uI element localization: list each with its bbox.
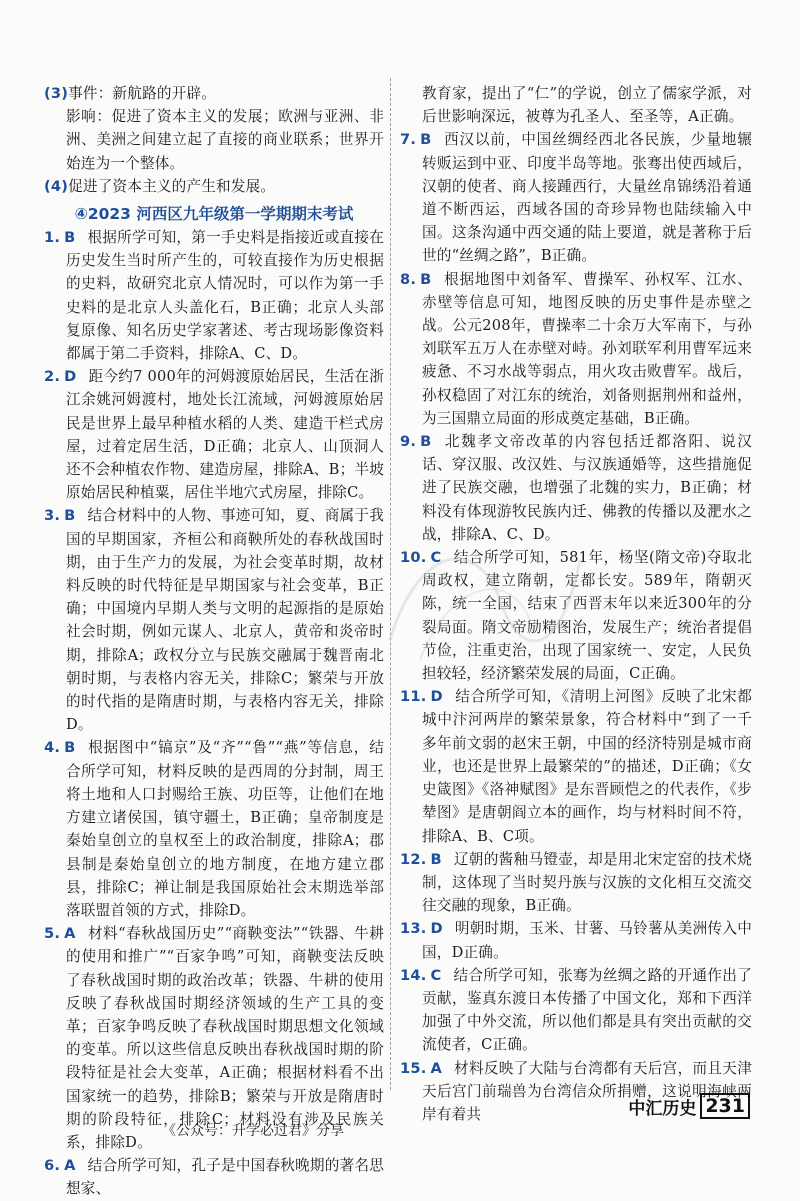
intro-influence: 影响：促进了资本主义的发展；欧洲与亚洲、非洲、美洲之间建立起了直接的商业联系；世界开始连为一个整体。 (66, 108, 384, 172)
intro-line-3: (3)事件：新航路的开辟。 (44, 85, 217, 102)
answer-item-6: 6. A 结合所学可知，孔子是中国春秋晚期的著名思想家、 (44, 1157, 384, 1198)
answer-item-9: 9. B 北魏孝文帝改革的内容包括迁都洛阳、说汉话、穿汉服、改汉姓、与汉族通婚等，这些措施促进了民族交融，也增强了北魏的实力，B正确；材料没有体现游牧民族内迁、佛教的传播以及淝水之战，排除A、C、D。 (400, 433, 752, 543)
answer-item-1: 1. B 根据所学可知，第一手史料是指接近或直接在历史发生当时所产生的，可较直接作为历史根据的史料，故研究北京人情况时，可以作为第一手史料的是北京人头盖化石，B正确；北京人头部复原像、知名历史学家著述、考古现场影像资料都属于第二手资料，排除A、C、D。 (44, 229, 384, 363)
answer-item-3: 3. B 结合材料中的人物、事迹可知，夏、商属于我国的早期国家，齐桓公和商鞅所处的春秋战国时期，由于生产力的发展，为社会变革时期，故材料反映的时代特征是早期国家与社会变革，B正确；中国境内早期人类与文明的起源指的是原始社会时期，例如元谋人、北京人，黄帝和炎帝时期，排除A；政权分立与民族交融属于魏晋南北朝时期，与表格内容无关，排除C；繁荣与开放的时代指的是隋唐时期，与表格内容无关，排除D。 (44, 507, 384, 734)
answer-item-15: 15. A 材料反映了大陆与台湾都有天后宫，而且天津天后宫门前瑞兽为台湾信众所捐赠，这说明海峡两岸有着共 (400, 1059, 752, 1123)
column-divider (390, 78, 391, 1090)
answer-item-13: 13. D 明朝时期，玉米、甘薯、马铃薯从美洲传入中国，D正确。 (400, 920, 752, 961)
answer-item-5: 5. A 材料“春秋战国历史”“商鞅变法”“铁器、牛耕的使用和推广”“百家争鸣”可知，商鞅变法反映了春秋战国时期的政治改革；铁器、牛耕的使用反映了春秋战国时期经济领域的生产工具的变革；百家争鸣反映了春秋战国时期思想文化领域的变革。所以这些信息反映出春秋战国时期的阶段特征是社会大变革，A正确；根据材料看不出国家统一的趋势，排除B；繁荣与开放是隋唐时期的阶段特征，排除C；材料没有涉及民族关系，排除D。 (44, 925, 384, 1151)
answer-item-8: 8. B 根据地图中刘备军、曹操军、孙权军、江水、赤壁等信息可知，地图反映的历史事件是赤壁之战。公元208年，曹操率二十余万大军南下，与孙刘联军五万人在赤壁对峙。孙刘联军利用曹军远来疲惫、不习水战等弱点，用火攻击败曹军。战后，孙权稳固了对江东的统治，刘备则据荆州和益州，为三国鼎立局面的形成奠定基础，B正确。 (400, 270, 752, 427)
answer-item-2: 2. D 距今约7 000年的河姆渡原始居民，生活在浙江余姚河姆渡村，地处长江流域，河姆渡原始居民是世界上最早种植水稻的人类、建造干栏式房屋，过着定居生活，D正确；北京人、山顶洞人还不会种植农作物、建造房屋，排除A、B；半坡原始居民种植粟，居住半地穴式房屋，排除C。 (44, 368, 384, 502)
answer-item-14: 14. C 结合所学可知，张骞为丝绸之路的开通作出了贡献，鉴真东渡日本传播了中国文化，郑和下西洋加强了中外交流，所以他们都是具有突出贡献的交流使者，C正确。 (400, 966, 752, 1054)
page-footer (628, 1093, 750, 1119)
answer-item-11: 11. D 结合所学可知，《清明上河图》反映了北宋都城中汴河两岸的繁荣景象，符合材料中“到了一千多年前文弱的赵宋王朝，中国的经济特别是城市商业，也还是世界上最繁荣的”的描述，D正确；《女史箴图》《洛神赋图》是东晋顾恺之的代表作，《步辇图》是唐朝阎立本的画作，均与材料时间不符，排除A、B、C项。 (400, 688, 752, 845)
page-number: 231 (700, 1093, 750, 1119)
right-column (400, 82, 752, 1126)
answer-item-4: 4. B 根据图中“镐京”及“齐”“鲁”“燕”等信息，结合所学可知，材料反映的是西周的分封制，周王将土地和人口封赐给王族、功臣等，让他们在地方建立诸侯国，镇守疆土，B正确；皇帝制度是秦始皇创立的皇权至上的政治制度，排除A；郡县制是秦始皇创立的地方制度，在地方建立郡县，排除C；禅让制是我国原始社会末期选举部落联盟首领的方式，排除D。 (44, 739, 384, 919)
share-note: 《公众号：升学必过君》分享 (162, 1123, 344, 1139)
answer-item-7: 7. B 西汉以前，中国丝绸经西北各民族，少量地辗转贩运到中亚、印度半岛等地。张骞出使西域后，汉朝的使者、商人接踵西行，大量丝帛锦绣沿着通道不断西运，西域各国的奇珍异物也陆续输入中国。这条沟通中西交通的陆上要道，就是著称于后世的“丝绸之路”，B正确。 (400, 131, 752, 265)
section-title: ④2023 河西区九年级第一学期期末考试 (74, 205, 354, 224)
left-column (44, 82, 384, 1201)
brand-name: 中汇历史 (628, 1098, 697, 1119)
answer-item-10: 10. C 结合所学可知，581年，杨坚(隋文帝)夺取北周政权，建立隋朝，定都长安。589年，隋朝灭陈，统一全国，结束了西晋末年以来近300年的分裂局面。隋文帝励精图治，发展生产；统治者提倡节俭，注重吏治，出现了国家统一、安定，人民负担较轻，经济繁荣发展的局面，C正确。 (400, 549, 752, 683)
intro-line-4: (4)促进了资本主义的产生和发展。 (44, 177, 276, 195)
answer-item-6-continued: 教育家，提出了“仁”的学说，创立了儒家学派，对后世影响深远，被尊为孔圣人、至圣等，A正确。 (422, 85, 752, 126)
answer-item-12: 12. B 辽朝的酱釉马镫壶，却是用北宋定窑的技术烧制，这体现了当时契丹族与汉族的文化相互交流交往交融的现象，B正确。 (400, 850, 752, 915)
